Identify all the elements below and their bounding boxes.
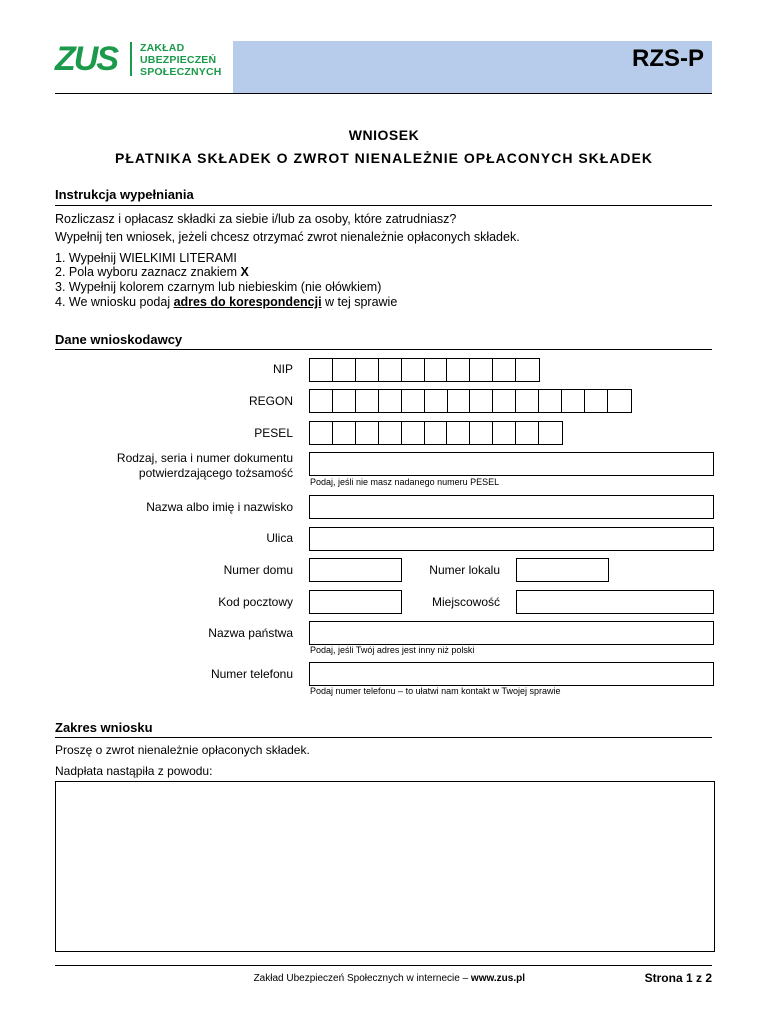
house-number-label: Numer domu: [223, 563, 293, 577]
nip-cell[interactable]: [379, 359, 402, 381]
regon-cell[interactable]: [539, 390, 562, 412]
instructions-heading: Instrukcja wypełniania: [55, 187, 194, 202]
country-field[interactable]: [309, 621, 714, 645]
country-label: Nazwa państwa: [208, 626, 293, 640]
instructions-intro-2: Wypełnij ten wniosek, jeżeli chcesz otrzymać zwrot nienależnie opłaconych składek.: [55, 230, 520, 244]
nip-field[interactable]: [309, 358, 540, 382]
logo-divider: [130, 42, 132, 76]
document-hint: Podaj, jeśli nie masz nadanego numeru PESEL: [310, 477, 500, 487]
instruction-item-3: 3. Wypełnij kolorem czarnym lub niebieskim (nie ołówkiem): [55, 280, 382, 294]
pesel-label: PESEL: [254, 426, 293, 440]
instructions-intro-1: Rozliczasz i opłacasz składki za siebie i/lub za osoby, które zatrudniasz?: [55, 212, 457, 226]
pesel-cell[interactable]: [539, 422, 562, 444]
pesel-cell[interactable]: [425, 422, 448, 444]
zus-logo-mark: ZUS: [55, 40, 117, 78]
city-label: Miejscowość: [431, 595, 500, 609]
street-field[interactable]: [309, 527, 714, 551]
pesel-cell[interactable]: [470, 422, 493, 444]
regon-cell[interactable]: [562, 390, 585, 412]
section-rule: [55, 737, 712, 738]
phone-label: Numer telefonu: [210, 667, 293, 681]
document-subtitle: PŁATNIKA SKŁADEK O ZWROT NIENALEŻNIE OPŁACONYCH SKŁADEK: [115, 150, 653, 166]
regon-cell[interactable]: [516, 390, 539, 412]
regon-cell[interactable]: [470, 390, 493, 412]
flat-number-label: Numer lokalu: [429, 563, 500, 577]
footer-text: [55, 973, 525, 984]
document-field[interactable]: [309, 452, 714, 476]
instruction-item-4-bold: adres do korespondencji: [173, 295, 322, 309]
logo-line-1: ZAKŁAD: [140, 42, 185, 54]
scope-line-2: Nadpłata nastąpiła z powodu:: [55, 764, 213, 778]
instruction-item-2: [55, 265, 249, 279]
house-number-field[interactable]: [309, 558, 402, 582]
reason-textarea[interactable]: [55, 781, 715, 952]
form-code: RZS-P: [632, 45, 704, 72]
nip-cell[interactable]: [356, 359, 379, 381]
regon-cell[interactable]: [402, 390, 425, 412]
regon-cell[interactable]: [356, 390, 379, 412]
regon-cell[interactable]: [425, 390, 448, 412]
instruction-item-4-pre: 4. We wniosku podaj: [55, 295, 174, 309]
document-title: WNIOSEK: [348, 127, 420, 143]
phone-field[interactable]: [309, 662, 714, 686]
name-field[interactable]: [309, 495, 714, 519]
document-label-line-1: Rodzaj, seria i numer dokumentu: [116, 451, 293, 465]
regon-cell[interactable]: [608, 390, 631, 412]
scope-heading: Zakres wniosku: [55, 720, 153, 735]
applicant-heading: Dane wnioskodawcy: [55, 332, 183, 347]
zus-logo-text: [140, 42, 222, 78]
street-label: Ulica: [266, 531, 293, 545]
page-number: Strona 1 z 2: [644, 971, 712, 985]
regon-cell[interactable]: [379, 390, 402, 412]
instruction-item-2-text: 2. Pola wyboru zaznacz znakiem: [55, 265, 241, 279]
pesel-cell[interactable]: [447, 422, 470, 444]
nip-cell[interactable]: [447, 359, 470, 381]
pesel-cell[interactable]: [493, 422, 516, 444]
pesel-cell[interactable]: [516, 422, 539, 444]
nip-cell[interactable]: [333, 359, 356, 381]
country-hint: Podaj, jeśli Twój adres jest inny niż polski: [310, 645, 475, 655]
nip-cell[interactable]: [516, 359, 539, 381]
footer-rule: [55, 965, 712, 966]
pesel-cell[interactable]: [402, 422, 425, 444]
document-label-line-2: potwierdzającego tożsamość: [138, 466, 293, 480]
scope-line-1: Proszę o zwrot nienależnie opłaconych składek.: [55, 743, 310, 757]
header-rule: [55, 93, 712, 94]
pesel-cell[interactable]: [310, 422, 333, 444]
regon-label: REGON: [248, 394, 293, 408]
document-label: [117, 451, 293, 481]
flat-number-field[interactable]: [516, 558, 609, 582]
regon-cell[interactable]: [448, 390, 471, 412]
section-rule: [55, 205, 712, 206]
regon-cell[interactable]: [310, 390, 333, 412]
regon-field[interactable]: [309, 389, 632, 413]
instruction-item-4: [55, 295, 397, 309]
pesel-cell[interactable]: [356, 422, 379, 444]
instruction-item-1: 1. Wypełnij WIELKIMI LITERAMI: [55, 251, 237, 265]
section-rule: [55, 349, 712, 350]
phone-hint: Podaj numer telefonu – to ułatwi nam kontakt w Twojej sprawie: [310, 686, 561, 696]
postcode-label: Kod pocztowy: [218, 595, 293, 609]
nip-cell[interactable]: [493, 359, 516, 381]
footer-link[interactable]: www.zus.pl: [470, 973, 525, 984]
name-label: Nazwa albo imię i nazwisko: [146, 500, 293, 514]
nip-cell[interactable]: [402, 359, 425, 381]
nip-cell[interactable]: [470, 359, 493, 381]
nip-cell[interactable]: [425, 359, 448, 381]
pesel-cell[interactable]: [379, 422, 402, 444]
logo-line-3: SPOŁECZNYCH: [140, 66, 222, 78]
city-field[interactable]: [516, 590, 714, 614]
footer-text-pre: Zakład Ubezpieczeń Społecznych w internecie –: [253, 973, 471, 984]
postcode-field[interactable]: [309, 590, 402, 614]
instruction-item-2-mark: X: [240, 265, 249, 279]
instruction-item-4-post: w tej sprawie: [321, 295, 398, 309]
regon-cell[interactable]: [493, 390, 516, 412]
pesel-field[interactable]: [309, 421, 563, 445]
nip-label: NIP: [272, 362, 293, 376]
pesel-cell[interactable]: [333, 422, 356, 444]
nip-cell[interactable]: [310, 359, 333, 381]
regon-cell[interactable]: [333, 390, 356, 412]
regon-cell[interactable]: [585, 390, 608, 412]
logo-line-2: UBEZPIECZEŃ: [140, 54, 217, 66]
